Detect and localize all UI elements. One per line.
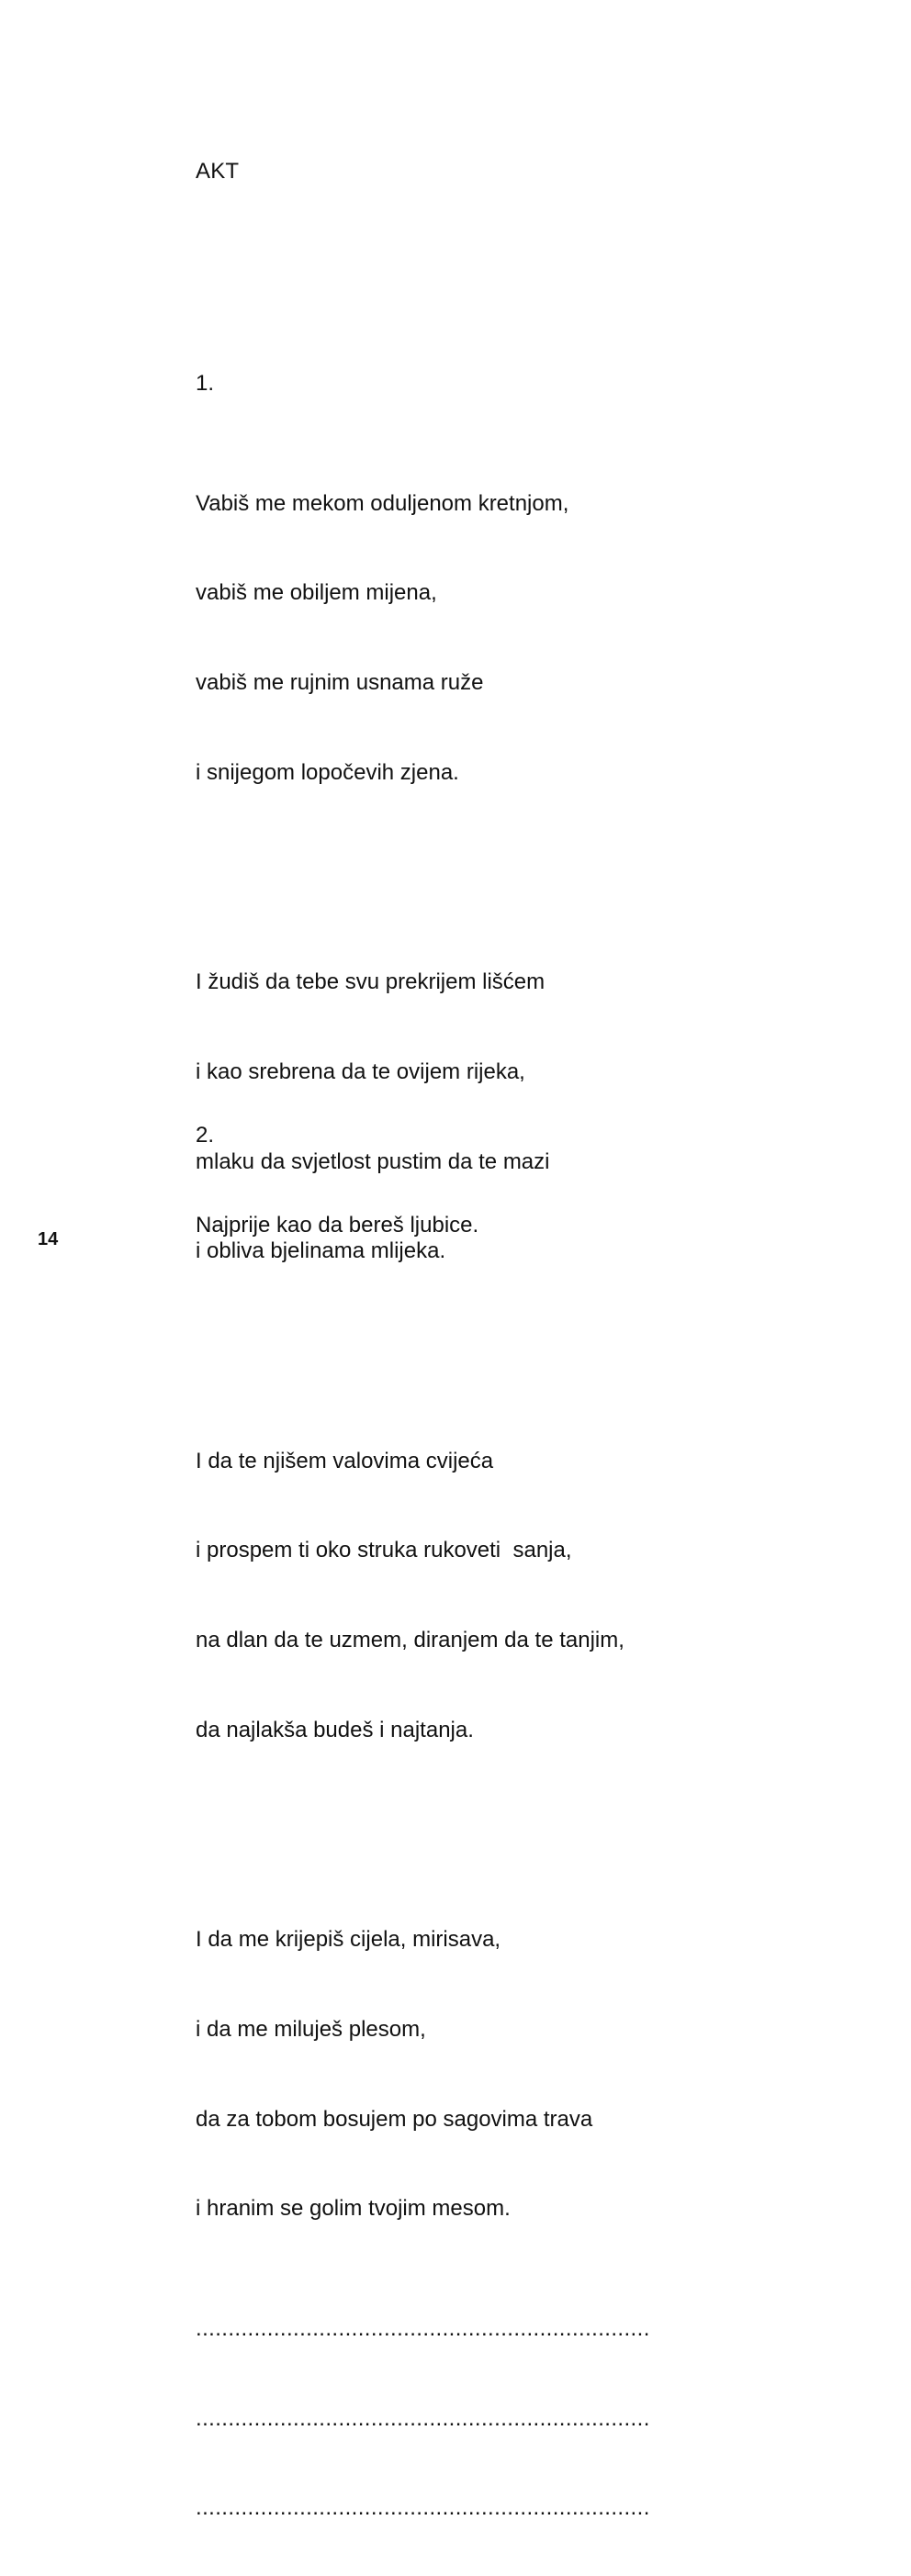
poem-line: i obliva bjelinama mlijeka. <box>196 1238 446 1264</box>
page-number: 14 <box>38 1229 59 1249</box>
poem-line: i da me miluješ plesom, <box>196 2016 426 2042</box>
dotted-line: ...................................................................... <box>196 2405 650 2431</box>
poem-line: I da te njišem valovima cvijeća <box>196 1448 494 1473</box>
poem-section-2 <box>196 1061 765 1301</box>
stanza-gap <box>196 1327 765 1357</box>
stanza-gap <box>196 848 765 879</box>
poem-line: i prospem ti oko struka rukoveti sanja, <box>196 1538 572 1563</box>
poem-line: I da me krijepiš cijela, mirisava, <box>196 1927 501 1953</box>
dotted-line: ...................................................................... <box>196 2495 650 2521</box>
poem-line: i hranim se golim tvojim mesom. <box>196 2196 511 2222</box>
dotted-line: ...................................................................... <box>196 2315 650 2341</box>
poem-title: AKT <box>196 159 240 184</box>
poem-line: vabiš me rujnim usnama ruže <box>196 670 484 696</box>
poem-line: da najlakša budeš i najtanja. <box>196 1717 474 1742</box>
poem-line: I žudiš da tebe svu prekrijem lišćem <box>196 969 545 995</box>
poem-line: mlaku da svjetlost pustim da te mazi <box>196 1148 550 1174</box>
poem-line: Vabiš me mekom oduljenom kretnjom, <box>196 490 569 516</box>
poem-line: na dlan da te uzmem, diranjem da te tanjim, <box>196 1628 624 1653</box>
poem-line: i snijegom lopočevih zjena. <box>196 759 459 785</box>
poem-line: vabiš me obiljem mijena, <box>196 580 437 606</box>
section-number: 2. <box>196 1123 215 1148</box>
poem-line: da za tobom bosujem po sagovima trava <box>196 2106 593 2132</box>
poem-section-1 <box>196 309 765 2576</box>
section-number: 1. <box>196 371 215 397</box>
stanza-gap <box>196 1806 765 1836</box>
poem-line: i kao srebrena da te ovijem rijeka, <box>196 1058 525 1084</box>
poem-line: Najprije kao da bereš ljubice. <box>196 1212 479 1238</box>
